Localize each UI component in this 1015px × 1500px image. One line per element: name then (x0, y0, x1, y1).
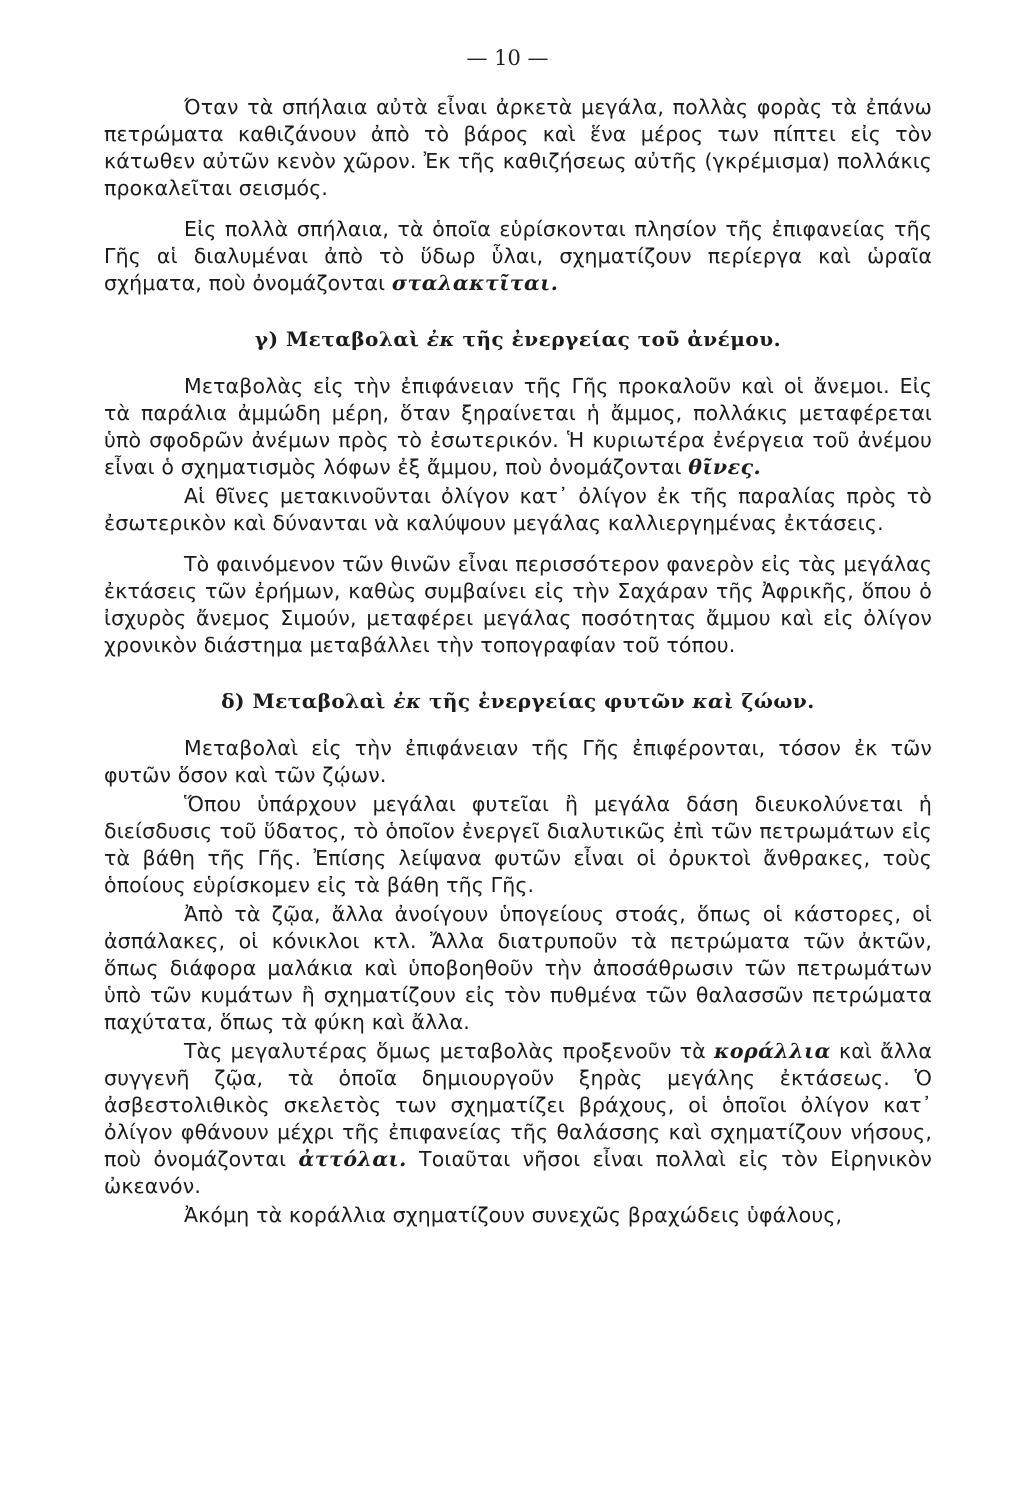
heading-text: Μεταβολαὶ (252, 689, 386, 713)
heading-text: τῆς ἐνεργείας φυτῶν (428, 689, 685, 713)
paragraph-corals (104, 1038, 932, 1200)
paragraph-text: Τὰς μεγαλυτέρας ὅμως μεταβολὰς προξενοῦν τὰ (184, 1039, 714, 1063)
heading-conjunction: καὶ (692, 689, 735, 713)
page-number: — 10 — (466, 46, 549, 70)
term-atolls: ἀττόλαι. (298, 1147, 407, 1171)
heading-letter: γ) (254, 327, 279, 351)
paragraph-text: καὶ ἄλλα συγγενῆ ζῷα, τὰ ὁποῖα δημιουργοῦν ξηρὰς μεγάλης ἐκτάσεως. Ὁ ἀσβεστολιθικὸς σκελετὸς των σχηματίζει βράχους, οἱ ὁποῖοι ὀλίγον κατ᾽ ὀλίγον φθάνουν μέχρι τῆς ἐπιφανείας τῆς θαλάσσης καὶ σχηματίζουν νήσους, ποὺ ὀνομάζονται (104, 1039, 932, 1171)
heading-preposition: ἐκ (426, 327, 456, 351)
heading-letter: δ) (221, 689, 246, 713)
paragraph-text: Τοιαῦται νῆσοι εἶναι πολλαὶ εἰς τὸν Εἰρηνικὸν ὠκεανόν. (104, 1147, 932, 1198)
section-heading-wind (104, 327, 932, 351)
term-stalactites: σταλακτῖται. (391, 271, 559, 295)
heading-preposition: ἐκ (393, 689, 422, 713)
paragraph-stalactites (104, 216, 932, 297)
paragraph-reefs: Ἀκόμη τὰ κοράλλια σχηματίζουν συνεχῶς βραχώδεις ὑφάλους, (184, 1203, 843, 1227)
paragraph-dunes-move: Αἱ θῖνες μετακινοῦνται ὀλίγον κατ᾽ ὀλίγον ἐκ τῆς παραλίας πρὸς τὸ ἐσωτερικὸν καὶ δύνανται νὰ καλύψουν μεγάλας καλλιεργημένας ἐκτάσεις. (104, 484, 932, 535)
paragraph-animals-burrows: Ἀπὸ τὰ ζῷα, ἄλλα ἀνοίγουν ὑπογείους στοάς, ὅπως οἱ κάστορες, οἱ ἀσπάλακες, οἱ κόνικλοι κτλ. Ἄλλα διατρυποῦν τὰ πετρώματα τῶν ἀκτῶν, ὅπως διάφορα μαλάκια καὶ ὑποβοηθοῦν τὴν ἀποσάθρωσιν τῶν πετρωμάτων ὑπὸ τῶν κυμάτων ἢ σχηματίζουν εἰς τὸν πυθμένα τῶν θαλασσῶν πετρώματα παχύτατα, ὅπως τὰ φύκη καὶ ἄλλα. (104, 902, 932, 1034)
paragraph-forests: Ὅπου ὑπάρχουν μεγάλαι φυτεῖαι ἢ μεγάλα δάση διευκολύνεται ἡ διείσδυσις τοῦ ὕδατος, τὸ ὁποῖον ἐνεργεῖ διαλυτικῶς ἐπὶ τῶν πετρωμάτων εἰς τὰ βάθη τῆς Γῆς. Ἐπίσης λείψανα φυτῶν εἶναι οἱ ὀρυκτοὶ ἄνθρακες, τοὺς ὁποίους εὑρίσκομεν εἰς τὰ βάθη τῆς Γῆς. (104, 792, 932, 897)
paragraph-plants-animals-intro: Μεταβολαὶ εἰς τὴν ἐπιφάνειαν τῆς Γῆς ἐπιφέρονται, τόσον ἐκ τῶν φυτῶν ὅσον καὶ τῶν ζῴων. (104, 736, 932, 787)
paragraph-caves-collapse: Όταν τὰ σπήλαια αὐτὰ εἶναι ἀρκετὰ μεγάλα, πολλὰς φορὰς τὰ ἐπάνω πετρώματα καθιζάνουν ἀπὸ τὸ βάρος καὶ ἕνα μέρος των πίπτει εἰς τὸν κάτωθεν αὐτῶν κενὸν χῶρον. Ἐκ τῆς καθιζήσεως αὐτῆς (γκρέμισμα) πολλάκις προκαλεῖται σεισμός. (104, 95, 932, 200)
heading-text: Μεταβολαὶ (286, 327, 420, 351)
paragraph-wind-changes (104, 373, 932, 481)
heading-text: τῆς ἐνεργείας τοῦ ἀνέμου. (462, 327, 782, 351)
page-body (104, 94, 932, 1231)
paragraph-text: Μεταβολὰς εἰς τὴν ἐπιφάνειαν τῆς Γῆς προκαλοῦν καὶ οἱ ἄνεμοι. Εἰς τὰ παράλια ἀμμώδη μέρη, ὅταν ξηραίνεται ἡ ἄμμος, πολλάκις μεταφέρεται ὑπὸ σφοδρῶν ἀνέμων πρὸς τὸ ἐσωτερικόν. Ἡ κυριωτέρα ἐνέργεια τοῦ ἀνέμου εἶναι ὁ σχηματισμὸς λόφων ἐξ ἄμμου, ποὺ ὀνομάζονται (104, 374, 932, 479)
paragraph-sahara: Τὸ φαινόμενον τῶν θινῶν εἶναι περισσότερον φανερὸν εἰς τὰς μεγάλας ἐκτάσεις τῶν ἐρήμων, καθὼς συμβαίνει εἰς τὴν Σαχάραν τῆς Ἀφρικῆς, ὅπου ὁ ἰσχυρὸς ἄνεμος Σιμούν, μεταφέρει μεγάλας ποσότητας ἄμμου καὶ εἰς ὀλίγον χρονικὸν διάστημα μεταβάλλει τὴν τοπογραφίαν τοῦ τόπου. (104, 552, 932, 657)
heading-text: ζώων. (741, 689, 815, 713)
section-heading-plants-animals (104, 689, 932, 713)
term-dunes: θῖνες. (688, 455, 762, 479)
paragraph-text: Εἰς πολλὰ σπήλαια, τὰ ὁποῖα εὑρίσκονται πλησίον τῆς ἐπιφανείας τῆς Γῆς αἱ διαλυμέναι ἀπὸ τὸ ὕδωρ ὗλαι, σχηματίζουν περίεργα καὶ ὡραῖα σχήματα, ποὺ ὀνομάζονται (104, 217, 932, 295)
term-corals: κοράλλια (713, 1039, 831, 1063)
